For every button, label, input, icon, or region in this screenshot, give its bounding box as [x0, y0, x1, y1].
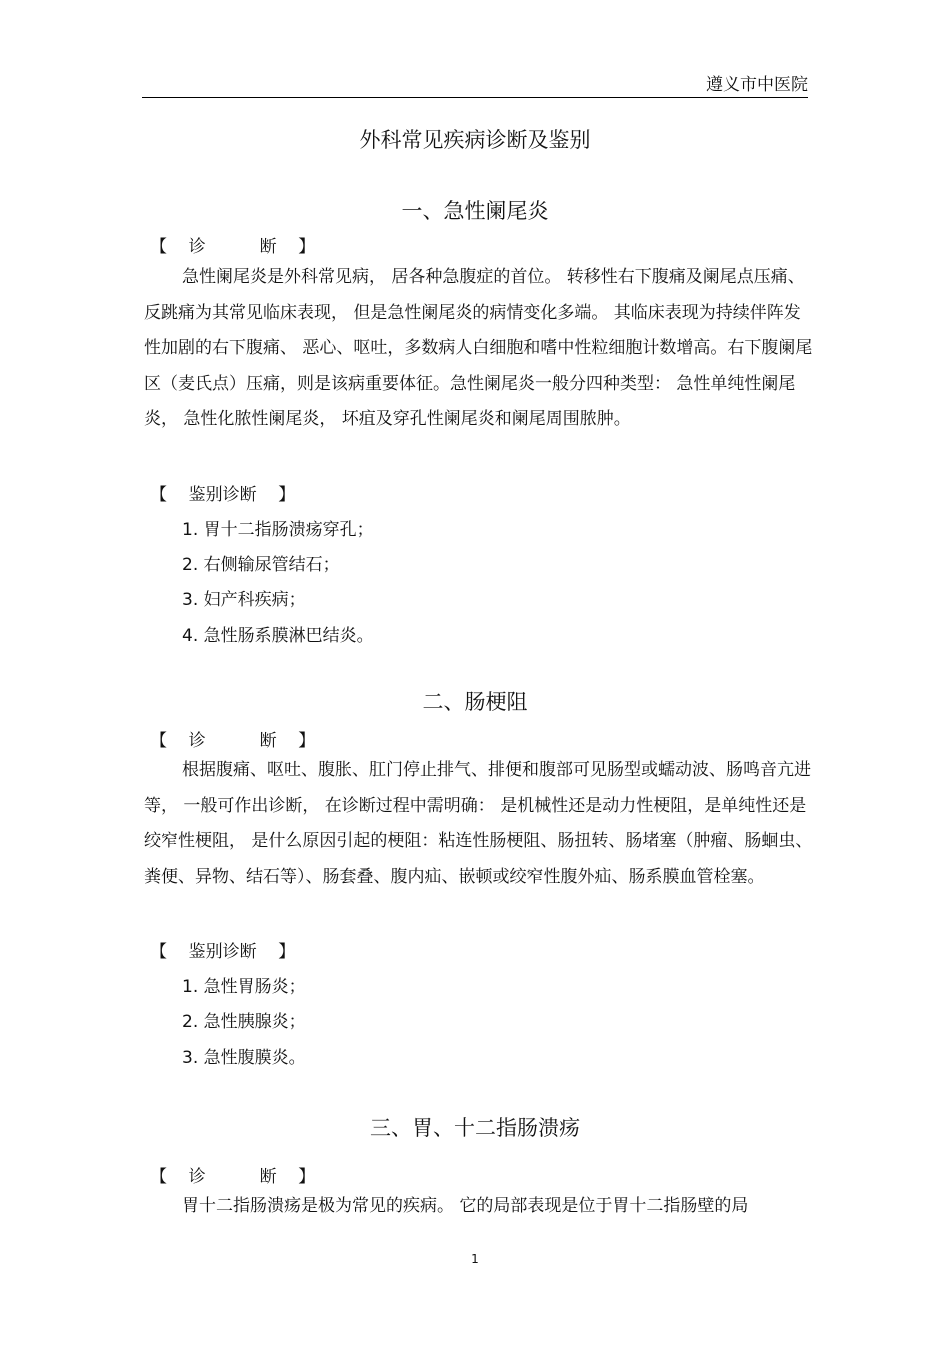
page-number: 1 [471, 1252, 479, 1266]
diagnosis-paragraph: 根据腹痛、呕吐、腹胀、肛门停止排气、排便和腹部可见肠型或蠕动波、肠鸣音亢进等， 一般可作出诊断， 在诊断过程中需明确： 是机械性还是动力性梗阻，是单纯性还是绞窄性梗阻， 是什么原因引起的梗阻：粘连性肠梗阻、肠扭转、肠堵塞（肿瘤、肠蛔虫、粪便、异物、结石等）、肠套叠、腹内疝、嵌顿或绞窄性腹外疝、肠系膜血管栓塞。 [144, 760, 813, 887]
diagnosis-label: 【 诊 断 】 [150, 237, 316, 257]
differential-item: 1. 胃十二指肠溃疡穿孔； [182, 520, 374, 540]
differential-item: 3. 妇产科疾病； [182, 590, 306, 610]
diagnosis-label: 【 诊 断 】 [150, 731, 316, 751]
section-title: 二、肠梗阻 [422, 690, 528, 714]
differential-label: 【 鉴别诊断 】 [150, 942, 296, 962]
section-title: 三、胃、十二指肠溃疡 [370, 1116, 580, 1140]
header-organization: 遵义市中医院 [706, 75, 808, 95]
diagnosis-paragraph: 急性阑尾炎是外科常见病， 居各种急腹症的首位。 转移性右下腹痛及阑尾点压痛、反跳痛为其常见临床表现， 但是急性阑尾炎的病情变化多端。 其临床表现为持续伴阵发性加剧的右下腹痛、 恶心、呕吐，多数病人白细胞和嗜中性粒细胞计数增高。右下腹阑尾区（麦氏点）压痛，则是该病重要体征。急性阑尾炎一般分四种类型： 急性单纯性阑尾炎， 急性化脓性阑尾炎， 坏疽及穿孔性阑尾炎和阑尾周围脓肿。 [144, 267, 813, 429]
document-title: 外科常见疾病诊断及鉴别 [359, 128, 591, 152]
differential-item: 2. 急性胰腺炎； [182, 1012, 306, 1032]
differential-item: 1. 急性胃肠炎； [182, 977, 306, 997]
differential-item: 4. 急性肠系膜淋巴结炎。 [182, 626, 374, 646]
header-rule [142, 97, 808, 98]
diagnosis-paragraph: 胃十二指肠溃疡是极为常见的疾病。 它的局部表现是位于胃十二指肠壁的局 [182, 1196, 749, 1216]
differential-item: 2. 右侧输尿管结石； [182, 555, 340, 575]
differential-item: 3. 急性腹膜炎。 [182, 1048, 306, 1068]
differential-label: 【 鉴别诊断 】 [150, 485, 296, 505]
section-title: 一、急性阑尾炎 [401, 199, 549, 223]
diagnosis-label: 【 诊 断 】 [150, 1167, 316, 1187]
